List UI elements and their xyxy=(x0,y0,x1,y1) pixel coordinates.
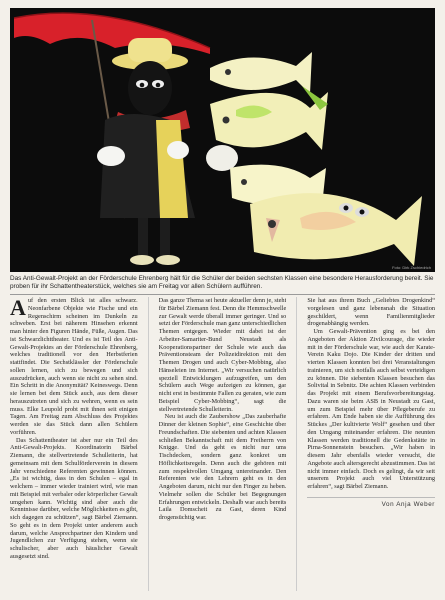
article-body xyxy=(10,297,435,591)
paragraph: Das ganze Thema sei heute aktueller denn je, steht für Bärbel Ziemann fest. Denn die Hemmschwelle zur Gewalt werde überall immer geringer. Und so setzt der Förderschule man ganz unterschiedlichen Themen entgegen. Wieder mit dabei ist der Arbeiter-Samariter-Bund Neustadt als Kooperationspartner der Schule wie auch das Präventionsteam der Polizeidirektion mit den Themen Drogen und auch Cyber-Mobbing, also Hänseleien im Internet. „Wir versuchen natürlich speziell Entwicklungen aufzugreifen, um den Schülern auch Wege aufzeigen zu können, gar nicht erst in bestimmte Fallen zu geraten, wie zum Beispiel Cyber-Mobbing“, sagt die stellvertretende Schulleiterin. xyxy=(158,297,287,413)
paragraph: uf den ersten Blick ist alles schwarz. Neonfarbene Objekte wie Fische und ein Regenschirm scheinen im Dunkeln zu schweben. Erst bei näherem Hinsehen erkennt man hinter den Figuren Hände, Füße, Augen. Das ist Schwarzlichttheater. Und es ist Teil des Anti-Gewalt-Projektes an der Förderschule Ehrenberg, welches traditionell vor den Herbstferien stattfindet. Die Sechstklässler der Förderschule sollen lernen, sich zu bewegen und sich auszudrücken, auch wenn sie nicht zu sehen sind. Ein Schritt in die Anonymität? Keineswegs. Denn sie lernen bei dem Stück auch, aus dem dieser herauszutreten und sich zu wehren, wenn es sein muss. Elke Leupold probt mit ihnen seit einigen Tagen. Am Freitag zum Abschluss des Projektes werden sie das Stück dann allen Schülern vorführen. xyxy=(10,297,138,436)
paragraph: Neu ist auch die Zaubershow „Das zauberhafte Dinner der kleinen Sophie“, eine Geschichte über Freundschaften. Die siebenten und achten Klassen schließen Bekanntschaft mit dem Freiherrn von Knigge. Und da geht es nicht nur ums Tischdecken, sondern ganz konkret um Höflichkeitsregeln. Denn auch die gehören mit zum respektvollen Umgang untereinander. Den Referenten wie den Lehrern geht es in den Angeboten darum, nicht nur den Finger zu heben. Vielmehr sollen die Schüler bei Begegnungen Erfahrungen entwickeln. Deshalb war auch bereits Laila Domscheit zu Gast, deren Kind drogensüchtig war. xyxy=(158,413,287,521)
article-column-2 xyxy=(159,297,287,591)
dropcap-letter: A xyxy=(10,297,26,320)
article-photo xyxy=(10,8,435,272)
article-column-3 xyxy=(307,297,435,591)
shadow-theatre-scene xyxy=(10,8,435,272)
author-byline: Von Anja Weber xyxy=(307,497,435,509)
photo-credit: Foto: Dirk Zschiedrich xyxy=(392,265,431,270)
column-divider xyxy=(148,297,149,591)
paragraph: Um Gewalt-Prävention ging es bei den Angeboten der Aktion Zivilcourage, die wieder mit in der Förderschule war, wie auch der Karate-Verein Kaku Dojo. Die Kinder der dritten und vierten Klassen konnten bei drei Veranstaltungen trainieren, um sich notfalls auch selbst verteidigen zu können. Die siebenten Klassen besuchen das Solivital in Sebnitz. Die achten Klassen verbinden das Projekt mit einem Berufsvorbereitungstag. Dazu waren sie beim ASB in Neustadt zu Gast, um zum Beispiel mehr über Pflegeberufe zu erfahren. Am Ende haben sie die Aufführung des Stückes „Der kultivierte Wolf“ gesehen und über den Umgang miteinander erfahren. Die neunten Klassen werden traditionell die Gedenkstätte in Pirna-Sonnenstein besuchen. „Wir haben in diesem Jahr ebenfalls wieder versucht, die Angebote auch altersgerecht abzustimmen. Das ist nicht immer einfach. Doch es gelingt, da wir seit unserem Projekt auch viel Unterstützung erfahren“, sagt Bärbel Ziemann. xyxy=(307,328,436,490)
paragraph: Sie hat aus ihrem Buch „Geliebtes Drogenkind“ vorgelesen und ganz lebensnah die Situation geschildert, wenn Familienmitglieder drogenabhängig werden. xyxy=(307,297,436,328)
photo-caption: Das Anti-Gewalt-Projekt an der Förderschule Ehrenberg hält für die Schüler der beiden sechsten Klassen eine besondere Herausforderung bereit. Sie proben für ihr Schattentheaterstück, welches sie am Freitag vor allen Schülern aufführen. xyxy=(10,275,434,290)
column-divider xyxy=(296,297,297,591)
article-column-1 xyxy=(10,297,138,591)
divider xyxy=(10,294,435,295)
paragraph: Das Schattentheater ist aber nur ein Teil des Anti-Gewalt-Projekts. Koordinatorin Bärbel Ziemann, die stellvertretende Schulleiterin, hat gemeinsam mit dem Schulförderverein in diesem Jahr verschiedene Referenten gewinnen können. „Es ist wichtig, dass in den Schulen – egal in welchem – immer wieder trainiert wird, wie man mit Beispiel mit verbaler oder körperlicher Gewalt umgehen kann. Wichtig sind aber auch die Kenntnisse darüber, welche Möglichkeiten es gibt, sich dagegen zu schützen“, sagt Bärbel Ziemann. So geht es in dem Projekt unter anderem auch darum, welche Ansprechpartner den Kindern und Jugendlichen zur Verfügung stehen, wenn sie schulischer, aber auch häuslicher Gewalt ausgesetzt sind. xyxy=(10,436,138,560)
glove-hand xyxy=(206,145,238,171)
